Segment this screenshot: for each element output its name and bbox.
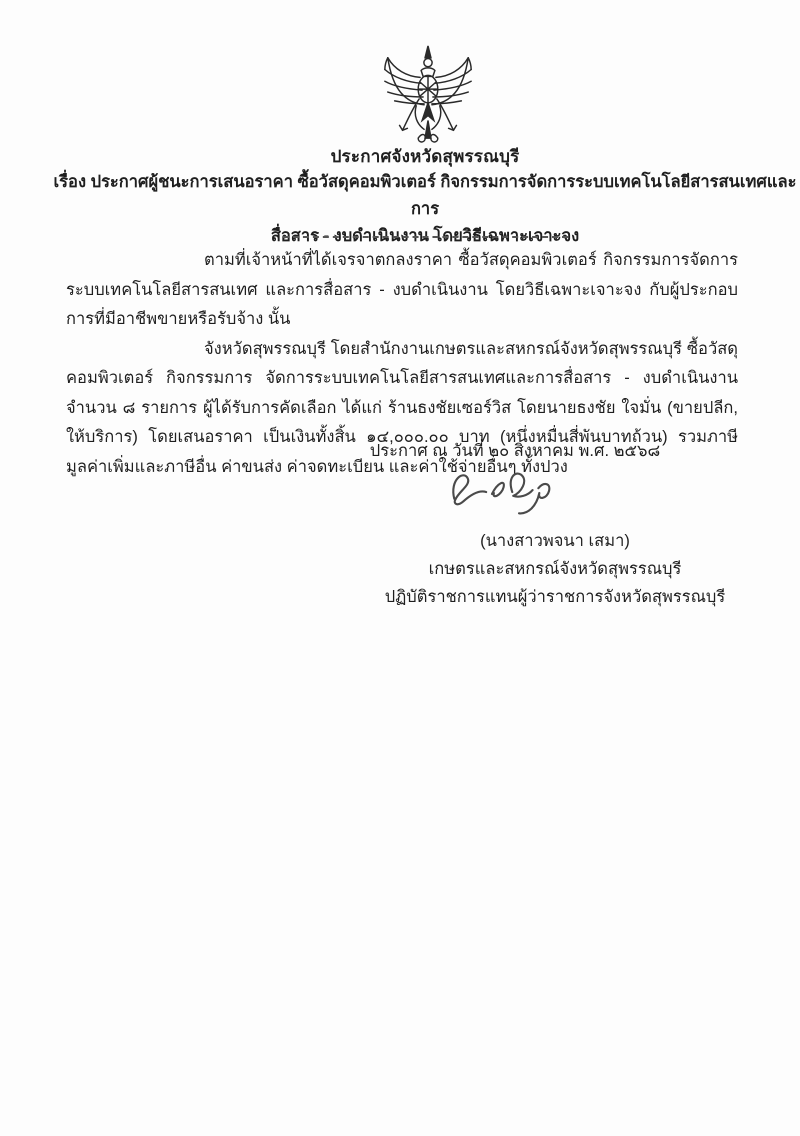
- signer-position-1: เกษตรและสหกรณ์จังหวัดสุพรรณบุรี: [428, 560, 682, 578]
- signer-block: [360, 527, 750, 611]
- subject-line-1: เรื่อง ประกาศผู้ชนะการเสนอราคา ซื้อวัสดุคอมพิวเตอร์ กิจกรรมการจัดการระบบเทคโนโลยีสารสนเทศและการ: [53, 173, 797, 218]
- announcement-date: ประกาศ ณ วันที่ ๒๐ สิงหาคม พ.ศ. ๒๕๖๘: [369, 442, 661, 460]
- body-paragraph-1: ตามที่เจ้าหน้าที่ได้เจรจาตกลงราคา ซื้อวัสดุคอมพิวเตอร์ กิจกรรมการจัดการระบบเทคโนโลยีสารสนเทศ และการสื่อสาร - งบดำเนินงาน โดยวิธีเฉพาะเจาะจง กับผู้ประกอบการที่มีอาชีพขายหรือรับจ้าง นั้น: [66, 251, 738, 328]
- handwritten-signature-icon: [438, 464, 573, 522]
- signer-position-2: ปฏิบัติราชการแทนผู้ว่าราชการจังหวัดสุพรรณบุรี: [384, 588, 726, 606]
- subject-line-2: สื่อสาร - งบดำเนินงาน โดยวิธีเฉพาะเจาะจง: [270, 227, 580, 245]
- document-title: ประกาศจังหวัดสุพรรณบุรี: [330, 147, 520, 166]
- body-paragraph-2: จังหวัดสุพรรณบุรี โดยสำนักงานเกษตรและสหกรณ์จังหวัดสุพรรณบุรี ซื้อวัสดุคอมพิวเตอร์ กิจกรรมการ จัดการระบบเทคโนโลยีสารสนเทศและการสื่อสาร - งบดำเนินงาน จำนวน ๘ รายการ ผู้ได้รับการคัดเลือก ได้แก่ ร้านธงชัยเซอร์วิส โดยนายธงชัย ใจมั่น (ขายปลีก, ให้บริการ) โดยเสนอราคา เป็นเงินทั้งสิ้น ๑๔,๐๐๐.๐๐ บาท (หนึ่งหมื่นสี่พันบาทถ้วน) รวมภาษีมูลค่าเพิ่มและภาษีอื่น ค่าขนส่ง ค่าจดทะเบียน และค่าใช้จ่ายอื่นๆ ทั้งปวง: [66, 339, 738, 476]
- signer-name: (นางสาวพจนา เสมา): [480, 532, 630, 550]
- dashed-separator: [283, 236, 568, 238]
- garuda-emblem-icon: [378, 44, 478, 146]
